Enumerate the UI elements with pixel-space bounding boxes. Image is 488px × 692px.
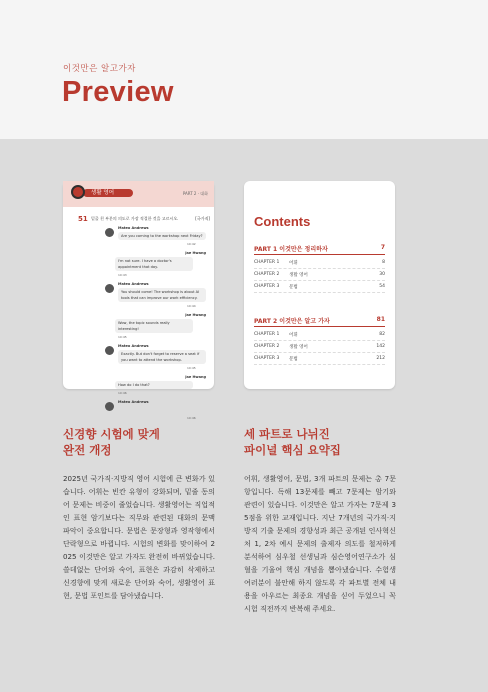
sender-name: Mateo Andrews <box>118 344 149 348</box>
chat-preview-card <box>63 181 214 420</box>
chapter-divider <box>254 364 385 365</box>
section-right-heading-line2: 파이널 핵심 요약집 <box>244 443 341 457</box>
part-label: PART 2 · 대화 <box>182 191 208 196</box>
eyebrow-label: 이것만은 알고가자 <box>63 64 136 74</box>
chapter-page: 82 <box>379 332 385 337</box>
question-text: 밑줄 친 부분의 의도로 가장 적절한 것을 고르시오. <box>91 216 179 221</box>
message-bubble: Wow, the topic sounds really interesting! <box>115 319 193 333</box>
chapter-divider <box>254 352 385 353</box>
chapter-label: CHAPTER 2 <box>254 272 280 277</box>
chapter-name: 문법 <box>289 357 298 362</box>
sender-name: Mateo Andrews <box>118 400 149 404</box>
section-right-heading <box>244 426 341 458</box>
part-label: PART 1 이것만은 정리하자 <box>254 246 328 253</box>
section-right-heading-line1: 세 파트로 나뉘진 <box>244 427 330 441</box>
section-left-heading-line2: 완전 개정 <box>63 443 112 457</box>
section-left-heading-line1: 신경향 시험에 맞게 <box>63 427 160 441</box>
contents-title: Contents <box>254 214 311 229</box>
message-bubble: I'm not sure. I have a doctor's appointment that day. <box>115 257 193 271</box>
contents-chapter <box>254 356 385 361</box>
chapter-badge-icon <box>71 185 85 199</box>
contents-chapter <box>254 332 385 337</box>
message-time: 10:45 <box>118 335 127 339</box>
avatar-icon <box>105 284 114 293</box>
chat-card-header <box>63 181 214 207</box>
avatar-icon <box>105 346 114 355</box>
chapter-label: CHAPTER 1 <box>254 332 280 337</box>
chapter-name: 어휘 <box>289 333 298 338</box>
message-time: 10:45 <box>187 366 196 370</box>
message-time: 10:43 <box>118 273 127 277</box>
avatar-icon <box>105 402 114 411</box>
chapter-label: CHAPTER 1 <box>254 260 280 265</box>
chapter-divider <box>254 340 385 341</box>
sender-name: Mateo Andrews <box>118 282 149 286</box>
contents-chapter <box>254 284 385 289</box>
chapter-name: 생활 영어 <box>289 273 308 278</box>
question-source: [국가직] <box>195 216 210 221</box>
sender-name: Jae Hwang <box>185 313 206 317</box>
chapter-page: 8 <box>382 260 385 265</box>
part-page: 7 <box>380 244 385 251</box>
contents-chapter <box>254 272 385 277</box>
question-number: 51 <box>78 215 88 223</box>
chapter-divider <box>254 280 385 281</box>
message-time: 10:42 <box>187 242 196 246</box>
avatar-icon <box>105 228 114 237</box>
message-time: 10:46 <box>187 416 196 420</box>
message-bubble: Are you coming to the workshop next Friday? <box>118 232 206 240</box>
contents-chapter <box>254 344 385 349</box>
part-page: 81 <box>376 316 385 323</box>
message-bubble: Exactly. But don't forget to reserve a seat if you want to attend the workshop. <box>118 350 206 364</box>
part-divider <box>254 326 385 327</box>
section-pill <box>83 189 133 197</box>
chapter-label: CHAPTER 3 <box>254 356 280 361</box>
part-label: PART 2 이것만은 알고 가자 <box>254 318 330 325</box>
message-time: 10:44 <box>187 304 196 308</box>
contents-part <box>254 244 385 253</box>
chapter-label: CHAPTER 3 <box>254 284 280 289</box>
chapter-page: 54 <box>379 284 385 289</box>
sender-name: Jae Hwang <box>185 251 206 255</box>
chapter-divider <box>254 292 385 293</box>
contents-part <box>254 316 385 325</box>
part-divider <box>254 254 385 255</box>
contents-card <box>244 181 395 389</box>
chapter-name: 어휘 <box>289 261 298 266</box>
contents-chapter <box>254 260 385 265</box>
message-time: 10:46 <box>118 391 127 395</box>
sender-name: Mateo Andrews <box>118 226 149 230</box>
section-left-heading <box>63 426 160 458</box>
page-title: Preview <box>62 76 174 108</box>
chapter-page: 142 <box>376 344 385 349</box>
chapter-label: CHAPTER 2 <box>254 344 280 349</box>
chapter-name: 생활 영어 <box>289 345 308 350</box>
chapter-divider <box>254 268 385 269</box>
chapter-page: 212 <box>376 356 385 361</box>
chapter-page: 30 <box>379 272 385 277</box>
message-bubble: You should come! The workshop is about AI tools that can improve our work efficiency. <box>118 288 206 302</box>
sender-name: Jae Hwang <box>185 375 206 379</box>
message-bubble: How do I do that? <box>115 381 193 389</box>
section-label: 생활 영어 <box>91 190 115 196</box>
section-right-body: 어휘, 생활영어, 문법, 3개 파트의 문제는 총 7문항입니다. 독해 13문제를 빼고 7문제는 암기와 관련이 있습니다. 이것만은 알고 가자는 7문제 35점을 위한 교재입니다. 지난 7개년의 국가직·지방직 기출 문제의 경향성과 최근 공개된 인사혁신처 1, 2차 예시 문제의 출제자 의도를 철저하게 분석하여 심우철 선생님과 심슨영어연구소가 심혈을 기울여 핵심 개념을 뽑아냈습니다. 수험생 여러분이 불안해 하지 않도록 각 파트별 전체 내용을 아우르는 최종요 개념을 싣어 두었으니 꼭 시험 직전까지 반복해 주세요. <box>244 474 396 613</box>
chapter-name: 문법 <box>289 285 298 290</box>
section-left-body: 2025년 국가직·지방직 영어 시험에 큰 변화가 있습니다. 어휘는 빈칸 유형이 강화되며, 밑줄 동의어 문제는 비중이 줄었습니다. 생활영어는 직업적인 표현 암기보다는 직무와 관련된 대화의 문맥 파악이 중요합니다. 문법은 문장형과 영작형에서 단락형으로 바뀝니다. 시험의 변화를 맞이하여 2025 이것만은 알고 가자도 완전히 바뀌었습니다. 쓸데없는 단어와 숙어, 표현은 과감히 삭제하고 신경향에 맞게 새로운 단어와 숙어, 생활영어 표현, 문법 포인트를 담아냈습니다. <box>63 474 215 600</box>
